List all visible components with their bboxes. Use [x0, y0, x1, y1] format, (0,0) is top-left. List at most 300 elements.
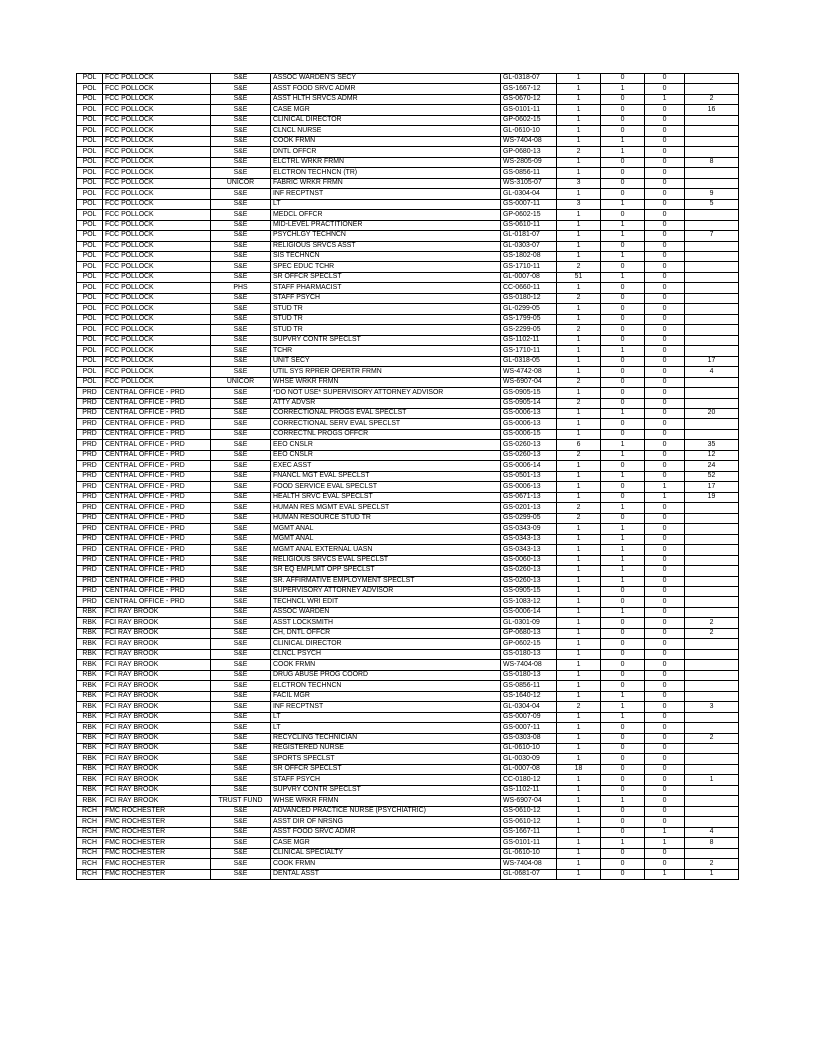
count-d-cell	[685, 586, 739, 596]
count-d-cell: 12	[685, 450, 739, 460]
fund-cell: UNICOR	[211, 377, 271, 387]
table-row	[77, 409, 739, 419]
facility-name-cell: CENTRAL OFFICE - PRD	[103, 482, 211, 492]
count-c-cell: 0	[645, 660, 685, 670]
count-c-cell: 0	[645, 775, 685, 785]
fund-cell: S&E	[211, 555, 271, 565]
grade-series-cell: GS-0905-15	[501, 388, 557, 398]
count-a-cell: 2	[557, 702, 601, 712]
table-row	[77, 764, 739, 774]
count-d-cell	[685, 566, 739, 576]
count-d-cell	[685, 597, 739, 607]
count-c-cell: 0	[645, 524, 685, 534]
facility-code-cell: POL	[77, 189, 103, 199]
count-a-cell: 1	[557, 356, 601, 366]
table-row	[77, 796, 739, 806]
count-b-cell: 0	[601, 764, 645, 774]
fund-cell: S&E	[211, 618, 271, 628]
facility-name-cell: CENTRAL OFFICE - PRD	[103, 429, 211, 439]
grade-series-cell: WS-6907-04	[501, 796, 557, 806]
facility-name-cell: CENTRAL OFFICE - PRD	[103, 398, 211, 408]
facility-name-cell: FCC POLLOCK	[103, 178, 211, 188]
table-row	[77, 566, 739, 576]
count-c-cell: 0	[645, 450, 685, 460]
facility-code-cell: RBK	[77, 681, 103, 691]
count-a-cell: 1	[557, 94, 601, 104]
fund-cell: S&E	[211, 304, 271, 314]
grade-series-cell: GL-0304-04	[501, 189, 557, 199]
count-c-cell: 0	[645, 639, 685, 649]
count-a-cell: 18	[557, 764, 601, 774]
count-d-cell	[685, 639, 739, 649]
count-d-cell	[685, 325, 739, 335]
grade-series-cell: GS-1102-11	[501, 335, 557, 345]
count-a-cell: 1	[557, 785, 601, 795]
count-d-cell	[685, 251, 739, 261]
count-d-cell	[685, 304, 739, 314]
count-d-cell	[685, 419, 739, 429]
facility-code-cell: POL	[77, 304, 103, 314]
count-b-cell: 0	[601, 126, 645, 136]
position-title-cell: STUD TR	[271, 304, 501, 314]
fund-cell: S&E	[211, 628, 271, 638]
count-c-cell: 1	[645, 94, 685, 104]
grade-series-cell: GS-1667-12	[501, 84, 557, 94]
facility-code-cell: POL	[77, 272, 103, 282]
count-c-cell: 0	[645, 210, 685, 220]
position-title-cell: CORRECTIONAL PROGS EVAL SPECLST	[271, 409, 501, 419]
fund-cell: TRUST FUND	[211, 796, 271, 806]
position-title-cell: STAFF PHARMACIST	[271, 283, 501, 293]
facility-code-cell: RCH	[77, 869, 103, 879]
count-c-cell: 0	[645, 262, 685, 272]
facility-name-cell: FCI RAY BROOK	[103, 796, 211, 806]
count-a-cell: 1	[557, 848, 601, 858]
count-b-cell: 0	[601, 94, 645, 104]
count-c-cell: 0	[645, 712, 685, 722]
count-a-cell: 1	[557, 419, 601, 429]
count-b-cell: 0	[601, 189, 645, 199]
count-b-cell: 1	[601, 147, 645, 157]
count-a-cell: 1	[557, 796, 601, 806]
position-title-cell: ASSOC WARDEN	[271, 607, 501, 617]
facility-name-cell: FCI RAY BROOK	[103, 681, 211, 691]
grade-series-cell: GL-0303-07	[501, 241, 557, 251]
fund-cell: S&E	[211, 314, 271, 324]
count-c-cell: 0	[645, 147, 685, 157]
count-b-cell: 1	[601, 272, 645, 282]
facility-name-cell: FCC POLLOCK	[103, 251, 211, 261]
position-title-cell: UNIT SECY	[271, 356, 501, 366]
count-b-cell: 0	[601, 398, 645, 408]
count-c-cell: 0	[645, 764, 685, 774]
count-c-cell: 0	[645, 691, 685, 701]
facility-name-cell: FMC ROCHESTER	[103, 827, 211, 837]
count-b-cell: 0	[601, 157, 645, 167]
count-a-cell: 3	[557, 178, 601, 188]
position-table	[76, 73, 739, 880]
grade-series-cell: GL-0007-08	[501, 272, 557, 282]
count-b-cell: 0	[601, 262, 645, 272]
facility-name-cell: FCC POLLOCK	[103, 84, 211, 94]
count-b-cell: 1	[601, 712, 645, 722]
grade-series-cell: GL-0318-07	[501, 74, 557, 84]
count-a-cell: 1	[557, 649, 601, 659]
count-a-cell: 1	[557, 534, 601, 544]
grade-series-cell: GS-0260-13	[501, 440, 557, 450]
table-row	[77, 681, 739, 691]
count-c-cell: 0	[645, 199, 685, 209]
count-a-cell: 1	[557, 409, 601, 419]
facility-name-cell: FCC POLLOCK	[103, 272, 211, 282]
count-a-cell: 1	[557, 429, 601, 439]
fund-cell: S&E	[211, 545, 271, 555]
position-title-cell: *DO NOT USE* SUPERVISORY ATTORNEY ADVISOR	[271, 388, 501, 398]
grade-series-cell: GS-0006-13	[501, 419, 557, 429]
position-title-cell: INF RECPTNST	[271, 189, 501, 199]
table-row	[77, 84, 739, 94]
count-c-cell: 0	[645, 744, 685, 754]
count-a-cell: 1	[557, 733, 601, 743]
facility-code-cell: POL	[77, 325, 103, 335]
facility-name-cell: CENTRAL OFFICE - PRD	[103, 503, 211, 513]
position-title-cell: SPORTS SPECLST	[271, 754, 501, 764]
count-c-cell: 0	[645, 136, 685, 146]
grade-series-cell: GS-1799-05	[501, 314, 557, 324]
count-a-cell: 1	[557, 492, 601, 502]
table-row	[77, 105, 739, 115]
position-title-cell: DRUG ABUSE PROG COORD	[271, 670, 501, 680]
count-a-cell: 2	[557, 325, 601, 335]
fund-cell: S&E	[211, 346, 271, 356]
grade-series-cell: GL-0610-10	[501, 744, 557, 754]
facility-code-cell: PRD	[77, 461, 103, 471]
position-title-cell: HEALTH SRVC EVAL SPECLST	[271, 492, 501, 502]
count-b-cell: 0	[601, 618, 645, 628]
position-title-cell: HUMAN RESOURCE STUD TR	[271, 513, 501, 523]
count-d-cell	[685, 545, 739, 555]
facility-name-cell: FCC POLLOCK	[103, 136, 211, 146]
table-row	[77, 241, 739, 251]
facility-name-cell: CENTRAL OFFICE - PRD	[103, 597, 211, 607]
count-c-cell: 0	[645, 586, 685, 596]
grade-series-cell: GL-0007-08	[501, 764, 557, 774]
facility-name-cell: FCC POLLOCK	[103, 115, 211, 125]
position-title-cell: ATTY ADVSR	[271, 398, 501, 408]
facility-code-cell: POL	[77, 231, 103, 241]
count-a-cell: 6	[557, 440, 601, 450]
facility-code-cell: POL	[77, 199, 103, 209]
table-row	[77, 848, 739, 858]
facility-name-cell: FMC ROCHESTER	[103, 817, 211, 827]
count-d-cell	[685, 534, 739, 544]
facility-name-cell: FCC POLLOCK	[103, 377, 211, 387]
count-a-cell: 1	[557, 597, 601, 607]
count-d-cell	[685, 178, 739, 188]
count-a-cell: 1	[557, 168, 601, 178]
count-b-cell: 1	[601, 503, 645, 513]
grade-series-cell: GP-0680-13	[501, 628, 557, 638]
grade-series-cell: GS-0180-13	[501, 670, 557, 680]
table-row	[77, 168, 739, 178]
count-d-cell	[685, 712, 739, 722]
facility-name-cell: FCC POLLOCK	[103, 356, 211, 366]
count-c-cell: 0	[645, 503, 685, 513]
fund-cell: S&E	[211, 492, 271, 502]
facility-name-cell: CENTRAL OFFICE - PRD	[103, 513, 211, 523]
facility-name-cell: FCI RAY BROOK	[103, 785, 211, 795]
facility-code-cell: POL	[77, 356, 103, 366]
count-b-cell: 1	[601, 566, 645, 576]
facility-name-cell: CENTRAL OFFICE - PRD	[103, 409, 211, 419]
count-d-cell	[685, 555, 739, 565]
count-d-cell	[685, 607, 739, 617]
count-d-cell: 8	[685, 838, 739, 848]
fund-cell: S&E	[211, 262, 271, 272]
count-d-cell	[685, 388, 739, 398]
grade-series-cell: GS-1802-08	[501, 251, 557, 261]
facility-code-cell: POL	[77, 335, 103, 345]
count-b-cell: 0	[601, 325, 645, 335]
position-title-cell: SPEC EDUC TCHR	[271, 262, 501, 272]
count-c-cell: 0	[645, 115, 685, 125]
facility-name-cell: FCC POLLOCK	[103, 304, 211, 314]
count-b-cell: 0	[601, 513, 645, 523]
count-a-cell: 1	[557, 241, 601, 251]
grade-series-cell: WS-6907-04	[501, 377, 557, 387]
facility-name-cell: CENTRAL OFFICE - PRD	[103, 461, 211, 471]
fund-cell: S&E	[211, 94, 271, 104]
count-b-cell: 1	[601, 838, 645, 848]
facility-code-cell: POL	[77, 105, 103, 115]
fund-cell: S&E	[211, 105, 271, 115]
grade-series-cell: GS-1640-12	[501, 691, 557, 701]
count-d-cell: 7	[685, 231, 739, 241]
count-b-cell: 1	[601, 576, 645, 586]
facility-code-cell: POL	[77, 74, 103, 84]
count-b-cell: 0	[601, 817, 645, 827]
facility-name-cell: FCI RAY BROOK	[103, 702, 211, 712]
count-c-cell: 0	[645, 325, 685, 335]
position-title-cell: FNANCL MGT EVAL SPECLST	[271, 471, 501, 481]
position-title-cell: DENTAL ASST	[271, 869, 501, 879]
table-row	[77, 524, 739, 534]
count-b-cell: 0	[601, 586, 645, 596]
count-a-cell: 2	[557, 293, 601, 303]
count-a-cell: 1	[557, 388, 601, 398]
count-d-cell: 2	[685, 618, 739, 628]
grade-series-cell: GS-0007-09	[501, 712, 557, 722]
facility-name-cell: CENTRAL OFFICE - PRD	[103, 524, 211, 534]
table-row	[77, 136, 739, 146]
grade-series-cell: GS-0006-13	[501, 482, 557, 492]
position-title-cell: CASE MGR	[271, 105, 501, 115]
count-b-cell: 0	[601, 293, 645, 303]
position-title-cell: DNTL OFFCR	[271, 147, 501, 157]
position-title-cell: MGMT ANAL EXTERNAL UASN	[271, 545, 501, 555]
facility-code-cell: POL	[77, 147, 103, 157]
count-c-cell: 0	[645, 618, 685, 628]
table-row	[77, 272, 739, 282]
fund-cell: S&E	[211, 168, 271, 178]
count-a-cell: 1	[557, 482, 601, 492]
grade-series-cell: GS-0856-11	[501, 681, 557, 691]
facility-code-cell: POL	[77, 367, 103, 377]
facility-code-cell: POL	[77, 168, 103, 178]
count-c-cell: 0	[645, 388, 685, 398]
count-d-cell	[685, 210, 739, 220]
fund-cell: S&E	[211, 126, 271, 136]
count-c-cell: 0	[645, 796, 685, 806]
facility-name-cell: FCC POLLOCK	[103, 210, 211, 220]
count-d-cell: 1	[685, 869, 739, 879]
table-row	[77, 503, 739, 513]
count-b-cell: 0	[601, 115, 645, 125]
fund-cell: S&E	[211, 723, 271, 733]
facility-code-cell: POL	[77, 346, 103, 356]
count-c-cell: 0	[645, 597, 685, 607]
table-row	[77, 712, 739, 722]
facility-name-cell: CENTRAL OFFICE - PRD	[103, 566, 211, 576]
facility-name-cell: FCC POLLOCK	[103, 220, 211, 230]
fund-cell: S&E	[211, 251, 271, 261]
grade-series-cell: GP-0602-15	[501, 210, 557, 220]
grade-series-cell: GS-0006-15	[501, 429, 557, 439]
facility-code-cell: POL	[77, 262, 103, 272]
count-a-cell: 1	[557, 136, 601, 146]
fund-cell: S&E	[211, 670, 271, 680]
grade-series-cell: GS-0856-11	[501, 168, 557, 178]
count-b-cell: 1	[601, 231, 645, 241]
grade-series-cell: GS-0343-09	[501, 524, 557, 534]
count-a-cell: 1	[557, 74, 601, 84]
position-title-cell: LT	[271, 712, 501, 722]
fund-cell: S&E	[211, 74, 271, 84]
facility-code-cell: RCH	[77, 848, 103, 858]
table-row	[77, 325, 739, 335]
count-d-cell	[685, 744, 739, 754]
fund-cell: S&E	[211, 461, 271, 471]
count-a-cell: 51	[557, 272, 601, 282]
count-a-cell: 1	[557, 775, 601, 785]
count-c-cell: 0	[645, 283, 685, 293]
position-title-cell: SR OFFCR SPECLST	[271, 272, 501, 282]
count-a-cell: 1	[557, 251, 601, 261]
count-a-cell: 1	[557, 189, 601, 199]
count-c-cell: 0	[645, 335, 685, 345]
table-row	[77, 607, 739, 617]
facility-name-cell: FCC POLLOCK	[103, 189, 211, 199]
table-row	[77, 74, 739, 84]
count-a-cell: 2	[557, 450, 601, 460]
count-a-cell: 1	[557, 304, 601, 314]
table-row	[77, 723, 739, 733]
position-title-cell: HUMAN RES MGMT EVAL SPECLST	[271, 503, 501, 513]
count-b-cell: 1	[601, 440, 645, 450]
facility-code-cell: RBK	[77, 660, 103, 670]
facility-name-cell: FCC POLLOCK	[103, 105, 211, 115]
fund-cell: S&E	[211, 429, 271, 439]
fund-cell: S&E	[211, 586, 271, 596]
fund-cell: S&E	[211, 838, 271, 848]
count-d-cell: 52	[685, 471, 739, 481]
grade-series-cell: GS-0343-13	[501, 545, 557, 555]
count-b-cell: 0	[601, 482, 645, 492]
facility-code-cell: RCH	[77, 859, 103, 869]
count-a-cell: 1	[557, 691, 601, 701]
table-row	[77, 314, 739, 324]
count-c-cell: 0	[645, 848, 685, 858]
count-b-cell: 0	[601, 241, 645, 251]
grade-series-cell: GS-0905-15	[501, 586, 557, 596]
fund-cell: S&E	[211, 440, 271, 450]
facility-code-cell: RBK	[77, 628, 103, 638]
count-b-cell: 1	[601, 220, 645, 230]
facility-name-cell: CENTRAL OFFICE - PRD	[103, 534, 211, 544]
count-c-cell: 0	[645, 859, 685, 869]
facility-name-cell: CENTRAL OFFICE - PRD	[103, 450, 211, 460]
position-title-cell: SUPERVISORY ATTORNEY ADVISOR	[271, 586, 501, 596]
table-row	[77, 660, 739, 670]
count-a-cell: 1	[557, 471, 601, 481]
facility-name-cell: FCI RAY BROOK	[103, 764, 211, 774]
count-d-cell: 5	[685, 199, 739, 209]
count-a-cell: 1	[557, 210, 601, 220]
grade-series-cell: GS-0007-11	[501, 199, 557, 209]
facility-code-cell: PRD	[77, 534, 103, 544]
grade-series-cell: GS-0610-12	[501, 817, 557, 827]
facility-code-cell: PRD	[77, 398, 103, 408]
count-c-cell: 0	[645, 817, 685, 827]
count-d-cell: 4	[685, 827, 739, 837]
count-a-cell: 1	[557, 231, 601, 241]
count-c-cell: 0	[645, 670, 685, 680]
facility-code-cell: POL	[77, 377, 103, 387]
count-d-cell	[685, 84, 739, 94]
count-a-cell: 1	[557, 859, 601, 869]
grade-series-cell: GS-0905-14	[501, 398, 557, 408]
grade-series-cell: GL-0181-07	[501, 231, 557, 241]
position-title-cell: MGMT ANAL	[271, 524, 501, 534]
count-d-cell: 17	[685, 356, 739, 366]
count-d-cell	[685, 670, 739, 680]
count-a-cell: 1	[557, 806, 601, 816]
fund-cell: S&E	[211, 220, 271, 230]
count-a-cell: 2	[557, 262, 601, 272]
fund-cell: S&E	[211, 524, 271, 534]
fund-cell: S&E	[211, 241, 271, 251]
grade-series-cell: GL-0030-09	[501, 754, 557, 764]
table-row	[77, 744, 739, 754]
position-title-cell: RECYCLING TECHNICIAN	[271, 733, 501, 743]
count-a-cell: 1	[557, 157, 601, 167]
count-d-cell	[685, 147, 739, 157]
position-title-cell: ELCTRON TECHNCN (TR)	[271, 168, 501, 178]
count-a-cell: 1	[557, 367, 601, 377]
grade-series-cell: GS-0303-08	[501, 733, 557, 743]
facility-name-cell: FCI RAY BROOK	[103, 607, 211, 617]
count-d-cell	[685, 293, 739, 303]
count-b-cell: 1	[601, 534, 645, 544]
facility-code-cell: RBK	[77, 639, 103, 649]
count-d-cell	[685, 691, 739, 701]
fund-cell: UNICOR	[211, 178, 271, 188]
fund-cell: S&E	[211, 566, 271, 576]
grade-series-cell: WS-2805-09	[501, 157, 557, 167]
fund-cell: S&E	[211, 210, 271, 220]
count-c-cell: 0	[645, 189, 685, 199]
count-a-cell: 1	[557, 545, 601, 555]
